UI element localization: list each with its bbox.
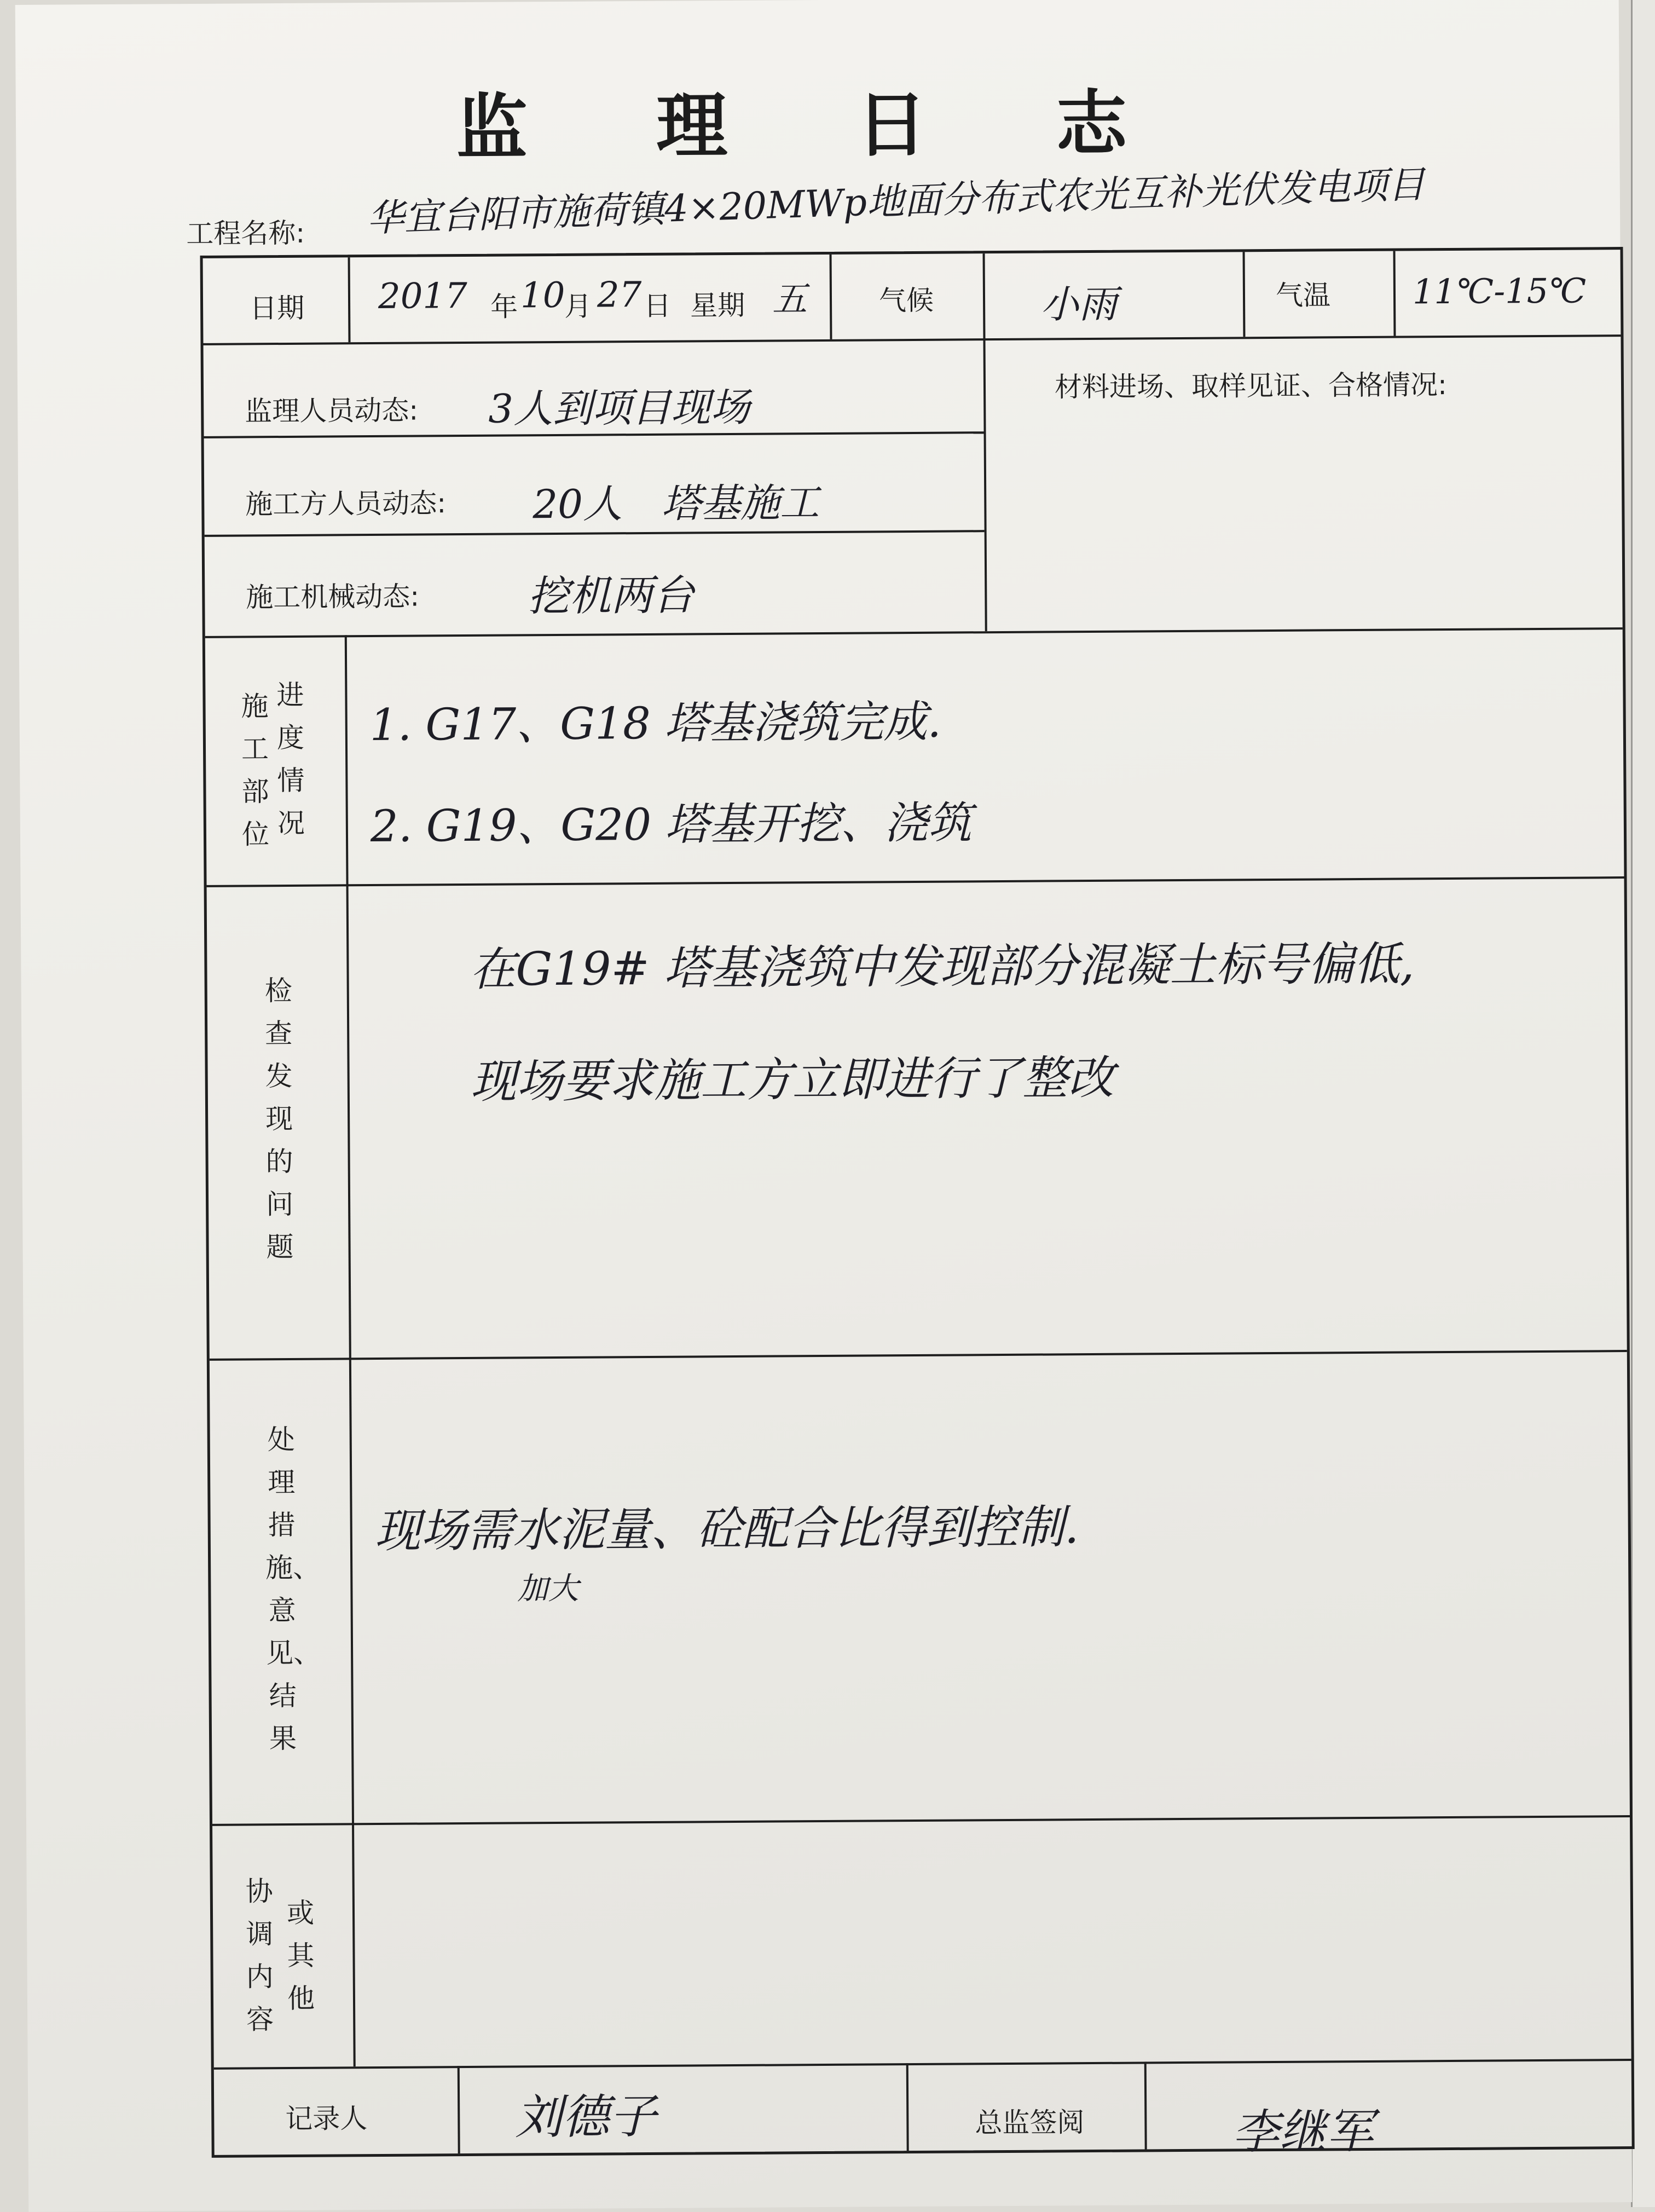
date-month-unit: 月 bbox=[564, 290, 592, 322]
temperature-label: 气温 bbox=[1275, 279, 1331, 311]
progress-label-column1: 施工部位 bbox=[241, 690, 270, 851]
log-sheet bbox=[15, 0, 1633, 2212]
issues-line-2: 现场要求施工方立即进行了整改 bbox=[470, 1050, 1115, 1108]
vrule-footer-3 bbox=[1144, 2061, 1147, 2149]
measures-label: 处理措施、意见、结果 bbox=[265, 1423, 321, 1755]
rule-builder bbox=[205, 530, 985, 537]
progress-label-column2: 进度情况 bbox=[276, 679, 305, 840]
rule-progress bbox=[207, 876, 1624, 887]
project-name: 华宜台阳市施荷镇4×20MWp地面分布式农光互补光伏发电项目 bbox=[366, 163, 1426, 241]
progress-line-1: 1. G17、G18 塔基浇筑完成. bbox=[369, 696, 942, 751]
issues-label: 检查发现的问题 bbox=[264, 974, 294, 1263]
vrule-date-3 bbox=[1243, 252, 1246, 337]
date-year-unit: 年 bbox=[490, 291, 518, 323]
machinery-dynamics-value: 挖机两台 bbox=[528, 570, 695, 621]
date-day-unit: 日 bbox=[643, 290, 672, 322]
builder-dynamics-label: 施工方人员动态: bbox=[245, 487, 447, 521]
date-month: 10 bbox=[520, 275, 565, 316]
supervisor-dynamics-label: 监理人员动态: bbox=[245, 394, 419, 428]
temperature-value: 11℃-15℃ bbox=[1412, 270, 1587, 312]
project-label: 工程名称: bbox=[186, 217, 305, 250]
coordination-label-column2: 或其他 bbox=[286, 1897, 315, 2015]
recorder-label: 记录人 bbox=[285, 2103, 368, 2135]
date-label: 日期 bbox=[249, 292, 305, 325]
recorder-signature: 刘德子 bbox=[515, 2089, 657, 2145]
weather-label: 气候 bbox=[878, 284, 934, 317]
progress-line-2: 2. G19、G20 塔基开挖、浇筑 bbox=[370, 797, 972, 852]
document-title: 监 理 日 志 bbox=[456, 82, 1179, 170]
vrule-label-column bbox=[345, 635, 356, 2066]
rule-dynamics bbox=[205, 627, 1623, 638]
materials-label: 材料进场、取样见证、合格情况: bbox=[1054, 369, 1448, 403]
chief-signature: 李继军 bbox=[1232, 2104, 1374, 2160]
rule-issues bbox=[210, 1350, 1627, 1361]
machinery-dynamics-label: 施工机械动态: bbox=[246, 580, 420, 614]
vrule-footer-2 bbox=[906, 2063, 909, 2151]
rule-date bbox=[203, 334, 1621, 345]
supervisor-dynamics-value: 3人到项目现场 bbox=[488, 384, 750, 432]
weekday-value: 五 bbox=[772, 279, 808, 320]
rule-coordination bbox=[214, 2059, 1631, 2070]
builder-dynamics-value: 20人 塔基施工 bbox=[533, 480, 820, 528]
date-day: 27 bbox=[597, 275, 642, 316]
chief-review-label: 总监签阅 bbox=[975, 2106, 1085, 2139]
measures-text: 现场需水泥量、砼配合比得到控制. bbox=[374, 1500, 1079, 1558]
vrule-footer-1 bbox=[458, 2066, 460, 2153]
adjacent-page-edge bbox=[1631, 0, 1655, 2207]
weekday-label: 星期 bbox=[690, 289, 745, 322]
rule-measures bbox=[212, 1815, 1630, 1826]
coordination-label-column1: 协调内容 bbox=[245, 1875, 274, 2036]
weather-value: 小雨 bbox=[1040, 281, 1118, 327]
vrule-date-4 bbox=[1393, 251, 1396, 336]
measures-insertion: 加大 bbox=[517, 1570, 579, 1607]
date-year: 2017 bbox=[378, 275, 468, 317]
vrule-date-1 bbox=[348, 257, 351, 342]
issues-line-1: 在G19# 塔基浇筑中发现部分混凝土标号偏低, bbox=[470, 937, 1415, 996]
log-table bbox=[200, 247, 1635, 2158]
vrule-date-2 bbox=[830, 255, 832, 339]
vrule-dynamics bbox=[983, 253, 987, 631]
